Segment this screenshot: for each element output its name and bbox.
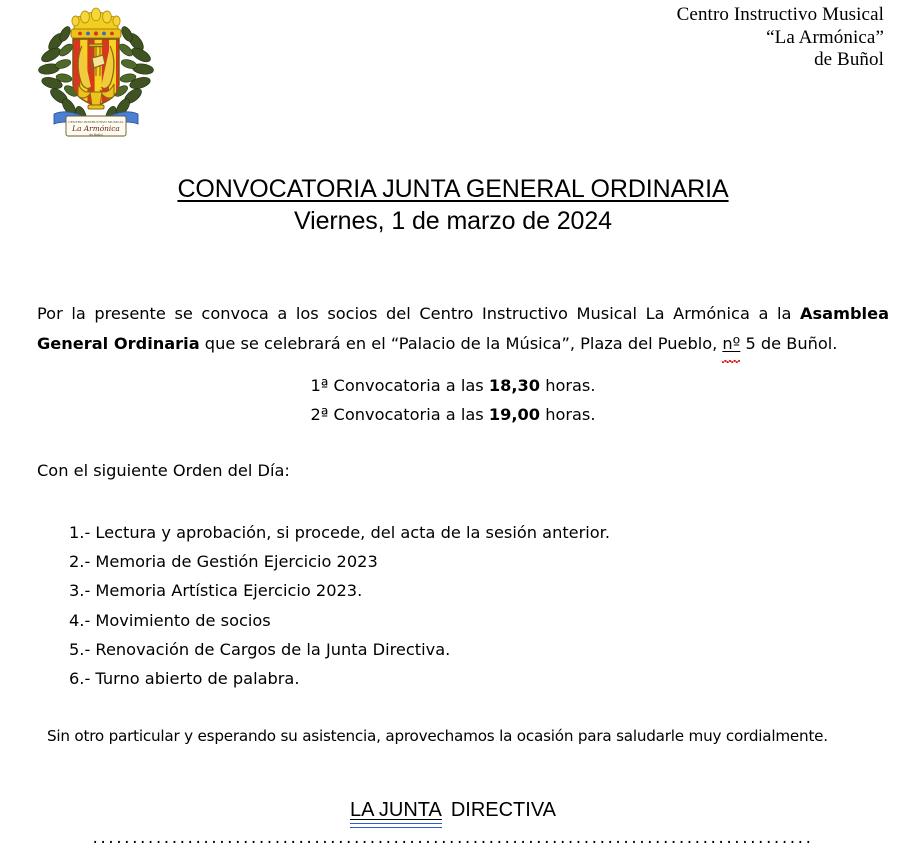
time-value: 19,00: [488, 405, 541, 424]
time-line-first: [0, 371, 906, 400]
svg-text:CENTRO INSTRUCTIVO MUSICAL: CENTRO INSTRUCTIVO MUSICAL: [68, 120, 124, 124]
closing-paragraph: Sin otro particular y esperando su asistencia, aprovechamos la ocasión para saludarle muy cordialmente.: [47, 727, 828, 745]
svg-text:de Buñol: de Buñol: [89, 132, 103, 137]
title-block: [0, 174, 906, 237]
time-suffix: horas.: [540, 376, 596, 395]
time-suffix: horas.: [540, 405, 596, 424]
signature-plain: DIRECTIVA: [450, 799, 557, 821]
letterhead-org-name: [677, 4, 884, 72]
signature-underlined: LA JUNTA: [349, 799, 442, 821]
time-value: 18,30: [488, 376, 541, 395]
list-item: 1.- Lectura y aprobación, si procede, del acta de la sesión anterior.: [69, 523, 610, 542]
time-prefix: 1ª Convocatoria a las: [310, 376, 489, 395]
list-item: 4.- Movimiento de socios: [69, 610, 271, 630]
spellcheck-word: nº: [722, 329, 740, 359]
list-item: 6.- Turno abierto de palabra.: [69, 669, 300, 689]
page-subtitle: Viernes, 1 de marzo de 2024: [294, 207, 612, 235]
signature-block: [0, 798, 906, 822]
org-line-3: de Buñol: [814, 49, 884, 70]
intro-emphasis: Asamblea General Ordinaria: [37, 304, 889, 354]
time-prefix: 2ª Convocatoria a las: [310, 405, 489, 424]
org-line-2: “La Armónica”: [766, 26, 884, 48]
intro-text-1: Por la presente se convoca a los socios del Centro Instructivo Musical La Armónica a la: [37, 304, 800, 324]
intro-text-3: 5 de Buñol.: [740, 334, 838, 354]
org-line-1: Centro Instructivo Musical: [676, 4, 884, 25]
coat-of-arms-logo: [36, 6, 156, 141]
list-item: 3.- Memoria Artística Ejercicio 2023.: [69, 581, 363, 601]
agenda-lead-in: Con el siguiente Orden del Día:: [37, 461, 290, 480]
time-line-second: [0, 400, 906, 429]
convocatoria-times: [0, 371, 906, 429]
agenda-list: [69, 518, 610, 693]
list-item: 2.- Memoria de Gestión Ejercicio 2023: [69, 552, 378, 572]
intro-text-2: que se celebrará en el “Palacio de la Música”, Plaza del Pueblo,: [199, 334, 723, 354]
page-title: CONVOCATORIA JUNTA GENERAL ORDINARIA: [177, 175, 729, 203]
dotted-rule: ...........................................................................................: [92, 828, 814, 848]
svg-text:La Armónica: La Armónica: [72, 124, 120, 133]
intro-paragraph: [37, 299, 889, 359]
list-item: 5.- Renovación de Cargos de la Junta Directiva.: [69, 639, 451, 659]
